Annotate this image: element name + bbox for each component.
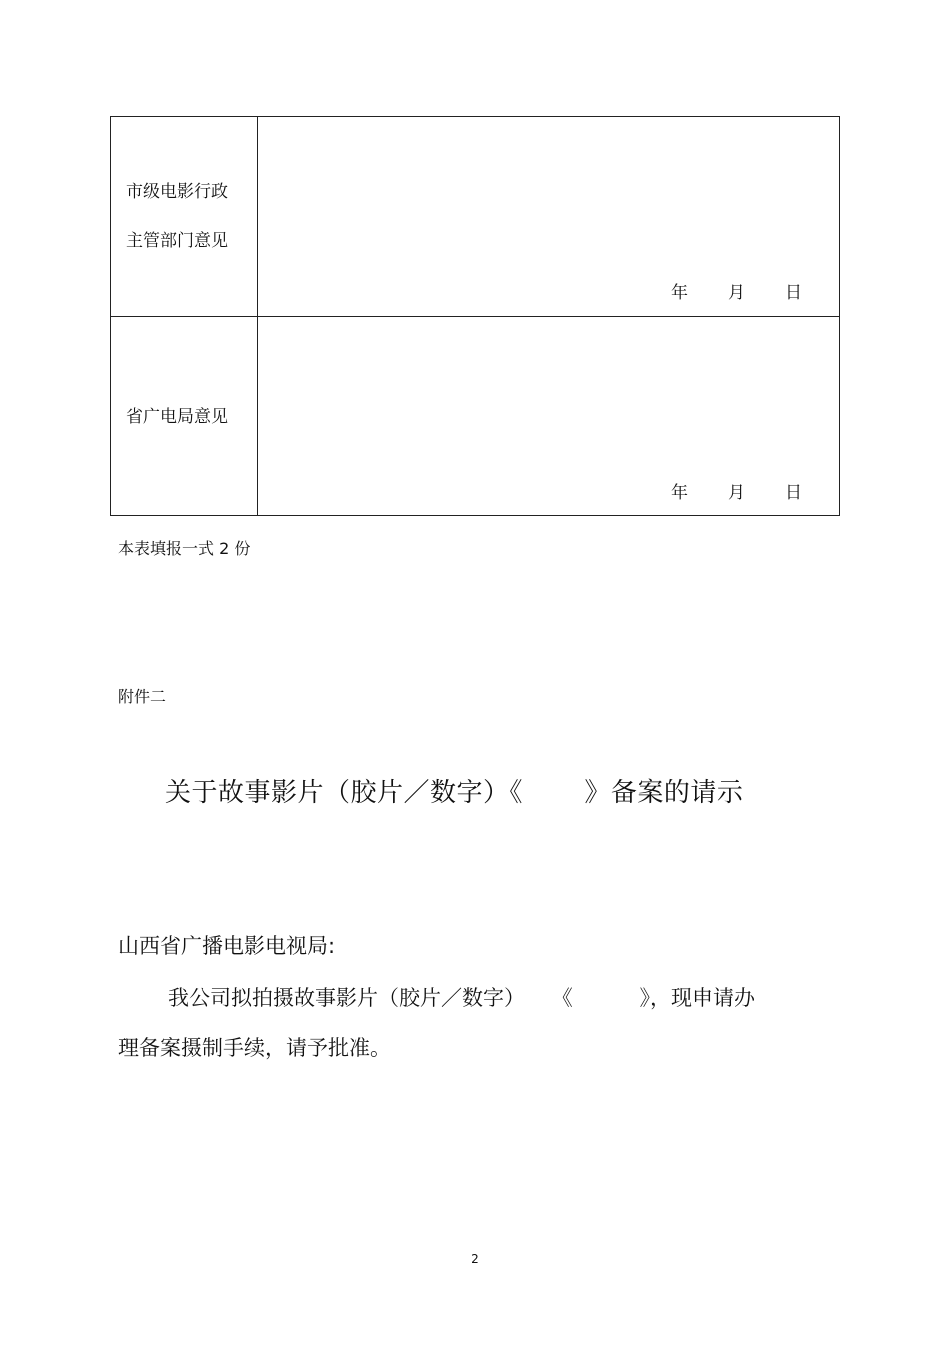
opinion-cell[interactable] <box>258 316 840 516</box>
date-year: 年 <box>671 283 688 303</box>
date-month: 月 <box>728 283 745 303</box>
document-title: 关于故事影片（胶片／数字）《 》备案的请示 <box>165 778 744 808</box>
page-number: 2 <box>471 1252 479 1266</box>
opinion-cell[interactable] <box>258 117 840 317</box>
attachment-label: 附件二 <box>118 687 167 706</box>
date-year: 年 <box>671 482 688 503</box>
table-row <box>111 117 840 317</box>
letter-body-line: 我公司拟拍摄故事影片（胶片／数字） 《 》，现申请办 <box>168 986 755 1010</box>
date-day: 日 <box>785 482 802 503</box>
letter-salutation: 山西省广播电影电视局: <box>118 934 336 958</box>
row-label-line: 市级电影行政 <box>126 182 228 202</box>
date-month: 月 <box>728 482 745 503</box>
approval-table <box>110 116 840 516</box>
date-line <box>671 285 802 302</box>
row-label-line: 省广电局意见 <box>126 406 228 427</box>
table-row <box>111 316 840 516</box>
date-day: 日 <box>785 283 802 303</box>
row-label-line: 主管部门意见 <box>126 231 228 251</box>
table-footnote: 本表填报一式 2 份 <box>118 539 251 558</box>
date-line <box>671 482 802 503</box>
row-label-cell <box>111 316 258 516</box>
row-label-cell <box>111 117 258 317</box>
letter-body-line: 理备案摄制手续，请予批准。 <box>118 1036 391 1060</box>
